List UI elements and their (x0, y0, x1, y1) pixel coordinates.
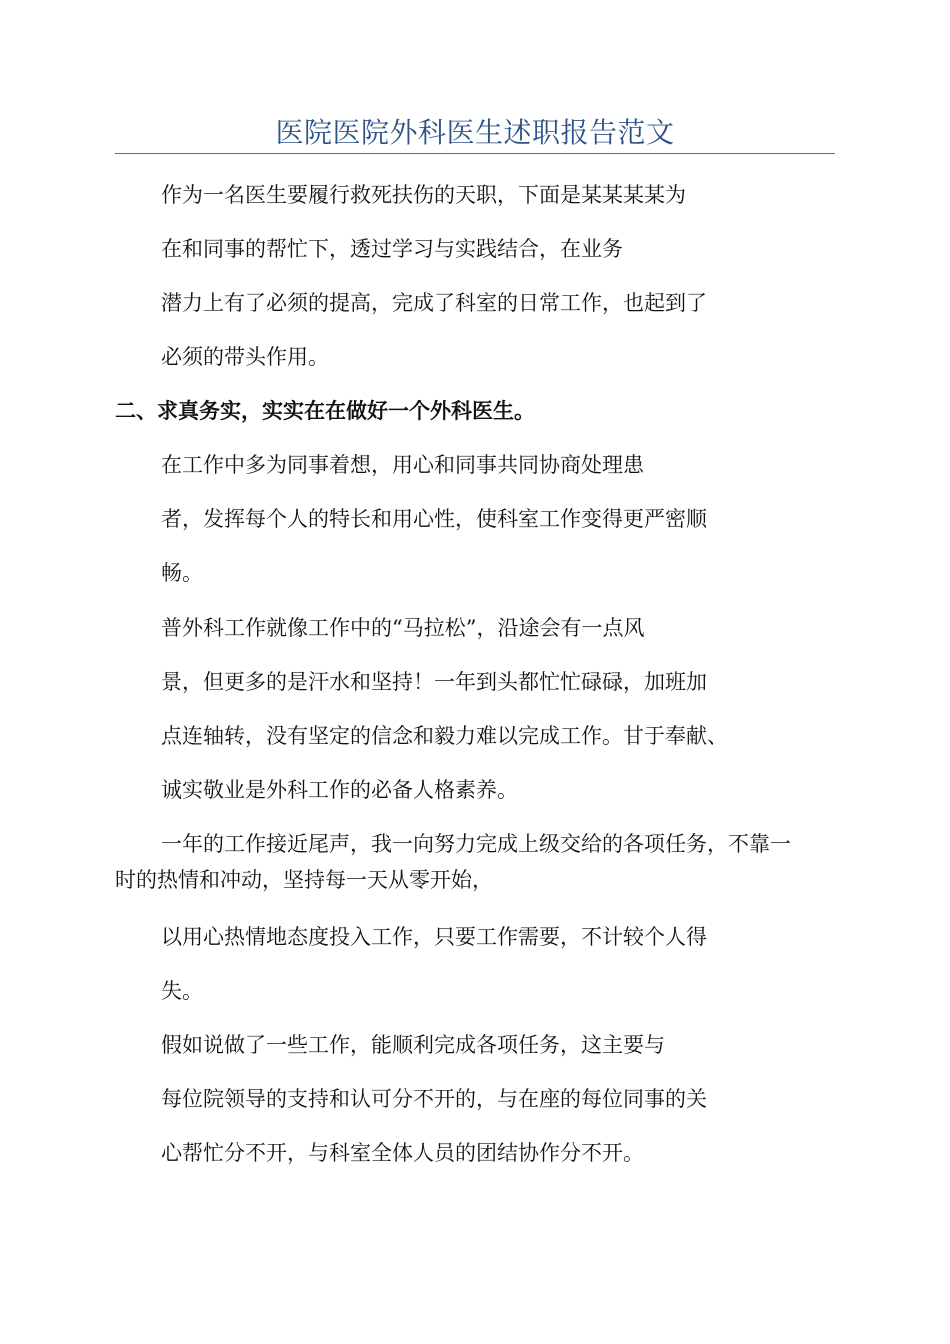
paragraph-line: 在和同事的帮忙下，透过学习与实践结合，在业务 (161, 237, 623, 261)
paragraph-line: 景，但更多的是汗水和坚持！一年到头都忙忙碌碌，加班加 (161, 670, 707, 694)
paragraph-line: 点连轴转，没有坚定的信念和毅力难以完成工作。甘于奉献、 (161, 724, 728, 748)
title-underline (115, 153, 835, 154)
paragraph-line: 一年的工作接近尾声，我一向努力完成上级交给的各项任务，不靠一 (161, 832, 791, 856)
paragraph-line: 普外科工作就像工作中的“马拉松”，沿途会有一点风 (161, 616, 645, 640)
paragraph-line: 每位院领导的支持和认可分不开的，与在座的每位同事的关 (161, 1087, 707, 1111)
paragraph-line: 作为一名医生要履行救死扶伤的天职，下面是某某某某为 (161, 183, 686, 207)
paragraph-line: 必须的带头作用。 (161, 345, 329, 369)
paragraph-line: 在工作中多为同事着想，用心和同事共同协商处理患 (161, 453, 644, 477)
paragraph-line: 诚实敬业是外科工作的必备人格素养。 (161, 778, 518, 802)
paragraph-line: 者，发挥每个人的特长和用心性，使科室工作变得更严密顺 (161, 507, 707, 531)
paragraph-line: 以用心热情地态度投入工作，只要工作需要，不计较个人得 (161, 925, 707, 949)
section-heading: 二、求真务实，实实在在做好一个外科医生。 (115, 398, 535, 423)
paragraph-line: 潜力上有了必须的提高，完成了科室的日常工作，也起到了 (161, 291, 707, 315)
paragraph-line: 失。 (161, 979, 203, 1003)
paragraph-line: 假如说做了一些工作，能顺利完成各项任务，这主要与 (161, 1033, 665, 1057)
paragraph-line: 心帮忙分不开，与科室全体人员的团结协作分不开。 (161, 1141, 644, 1165)
document-title: 医院医院外科医生述职报告范文 (275, 116, 675, 149)
paragraph-line: 时的热情和冲动，坚持每一天从零开始， (115, 868, 493, 892)
paragraph-line: 畅。 (161, 561, 203, 585)
